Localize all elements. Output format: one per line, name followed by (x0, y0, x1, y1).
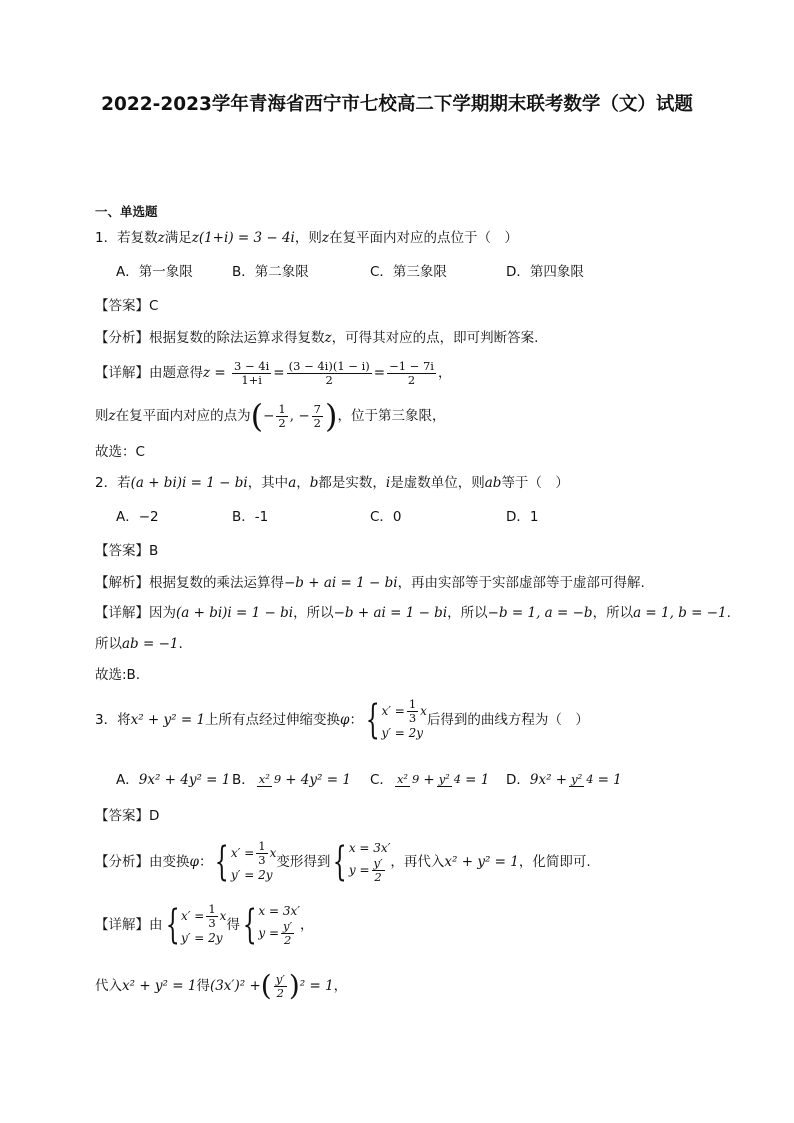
option-a: A．第一象限 (116, 264, 193, 280)
question-3-options (116, 764, 622, 796)
transform-system: { x′ = $\frac{1}{3}$ x y′ = 2y (165, 902, 227, 948)
option-c: C．0 (370, 509, 402, 525)
option-c: C． x² 9 + y² 4 = 1 (370, 772, 490, 788)
choose-1: 故选：C (95, 444, 145, 460)
fraction: $\frac{1}{2}$ (278, 401, 286, 430)
answer-3: 【答案】D (95, 808, 160, 824)
option-d: D．1 (506, 509, 539, 525)
question-1: 1．若复数z满足z(1+i) = 3 − 4i，则z在复平面内对应的点位于（ ） (95, 230, 518, 246)
question-2-options (116, 507, 538, 527)
fraction: $\frac{3 - 4i}{1+i}$ (234, 358, 270, 387)
answer-2: 【答案】B (95, 543, 159, 559)
page-title: 2022-2023学年青海省西宁市七校高二下学期期末联考数学（文）试题 (101, 94, 693, 115)
answer-1: 【答案】C (95, 298, 159, 314)
detail-2-line-2: 所以ab = −1. (95, 636, 183, 652)
option-d: D．9x² + y² 4 = 1 (506, 772, 622, 788)
fraction: $\frac{7}{2}$ (313, 401, 321, 430)
analysis-1: 【分析】根据复数的除法运算求得复数z，可得其对应的点，即可判断答案. (95, 330, 539, 346)
detail-2: 【详解】因为(a + bi)i = 1 − bi，所以−b + ai = 1 − bi，所以−b = 1, a = −b，所以a = 1, b = −1. (95, 605, 731, 621)
detail-3: 【详解】由 { x′ = $\frac{1}{3}$ x y′ = 2y 得 { x = 3x′ y = $\frac{y'}{2}$ ， (95, 902, 314, 948)
option-b: B． x² 9 + 4y² = 1 (232, 772, 351, 788)
option-a: A．9x² + 4y² = 1 (116, 772, 231, 788)
question-1-options (116, 262, 584, 282)
detail-3-line-2: 代入x² + y² = 1得(3x′)² +( $\frac{y'}{2}$ )² = 1， (95, 969, 348, 1002)
section-heading: 一、单选题 (95, 204, 158, 219)
analysis-3: 【分析】由变换φ： { x′ = $\frac{1}{3}$ x y′ = 2y 变形得到 { x = 3x′ y = $\frac{y'}{2}$ ，再代入x² + y² = 1，化简即可. (95, 839, 591, 885)
option-b: B．第二象限 (232, 264, 309, 280)
analysis-2: 【解析】根据复数的乘法运算得−b + ai = 1 − bi，再由实部等于实部虚部等于虚部可得解. (95, 575, 645, 591)
choose-2: 故选:B. (95, 667, 141, 683)
option-b: B．-1 (232, 509, 269, 525)
question-3: 3．将x² + y² = 1上所有点经过伸缩变换φ： { x′ = $\frac{1}{3}$ x y′ = 2y 后得到的曲线方程为（ ） (95, 697, 589, 743)
question-2: 2．若(a + bi)i = 1 − bi，其中a，b都是实数，i是虚数单位，则ab等于（ ） (95, 475, 569, 491)
fraction: $\frac{(3 - 4i)(1 - i)}{2}$ (288, 358, 370, 387)
inverse-system: { x = 3x′ y = $\frac{y'}{2}$ (242, 902, 300, 948)
detail-1-line-2: 则z在复平面内对应的点为(− $\frac{1}{2}$ , − $\frac{7}{2}$ )，位于第三象限， (95, 397, 446, 435)
detail-1: 【详解】由题意得z = $\frac{3 - 4i}{1+i}$ = $\frac{(3 - 4i)(1 - i)}{2}$ = $\frac{-1 - 7i}{2}$ ， (95, 358, 452, 387)
fraction: $\frac{-1 - 7i}{2}$ (389, 358, 434, 387)
transform-system: { x′ = $\frac{1}{3}$ x y′ = 2y (215, 839, 277, 885)
inverse-system: { x = 3x′ y = $\frac{y'}{2}$ (333, 839, 391, 885)
option-d: D．第四象限 (506, 264, 584, 280)
transform-system: { x′ = $\frac{1}{3}$ x y′ = 2y (365, 697, 427, 743)
option-a: A．−2 (116, 509, 159, 525)
option-c: C．第三象限 (370, 264, 447, 280)
